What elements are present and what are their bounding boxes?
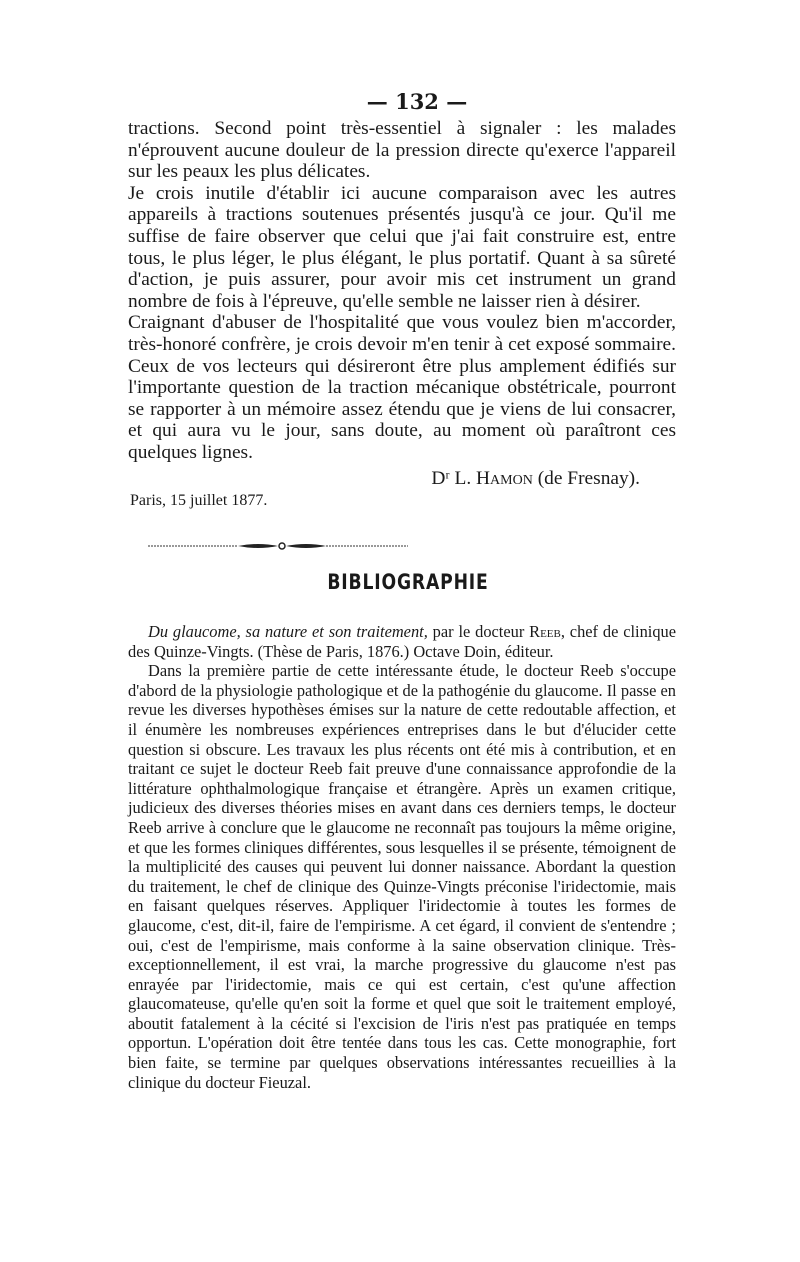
letter-body	[128, 118, 676, 464]
letter-paragraph-1: tractions. Second point très-essentiel à signaler : les malades n'éprouvent aucune douleur de la pression directe qu'exerce l'appareil sur les peaux les plus délicates.	[128, 118, 676, 183]
review-title-rest-2: , chef de clinique des Quinze-Vingts. (Thèse de Paris, 1876.) Octave Doin, éditeur.	[128, 622, 676, 661]
page-number: — 132 —	[366, 89, 468, 114]
signature-block	[128, 468, 676, 516]
review-title-rest-1: par le docteur	[427, 622, 530, 641]
signature-prefix: Dʳ L.	[431, 467, 472, 489]
signature	[431, 468, 640, 490]
page	[128, 86, 676, 516]
date-place: Paris, 15 juillet 1877.	[130, 491, 268, 509]
letter-paragraph-2: Je crois inutile d'établir ici aucune comparaison avec les autres appareils à tractions soutenues présentés jusqu'à ce jour. Qu'il me suffise de faire observer que celui que j'ai fait construire est, entre tous, le plus léger, le plus élégant, le plus portatif. Quant à sa sûreté d'action, je puis assurer, pour avoir mis cet instrument un grand nombre de fois à l'épreuve, qu'elle semble ne laisser rien à désirer.	[128, 182, 676, 312]
ornamental-divider	[148, 538, 408, 554]
review-citation	[128, 622, 676, 661]
signature-suffix: (de Fresnay).	[537, 467, 640, 489]
review-body: Dans la première partie de cette intéressante étude, le docteur Reeb s'occupe d'abord de la physiologie pathologique et de la pathogénie du glaucome. Il passe en revue les diverses hypothèses émises sur la nature de cette redoutable affection, et il énumère les nombreuses expériences entreprises dans le but d'élucider cette question si obscure. Les travaux les plus récents ont été mis à contribution, et en traitant ce sujet le docteur Reeb fait preuve d'une connaissance approfondie de la littérature ophthalmologique française et étrangère. Après un examen critique, judicieux des diverses théories mises en avant dans ces derniers temps, le docteur Reeb arrive à conclure que le glaucome ne reconnaît pas toujours la même origine, et que les formes cliniques différentes, sous lesquelles il se présente, témoignent de la multiplicité des causes qui peuvent lui donner naissance. Abordant la question du traitement, le chef de clinique des Quinze-Vingts préconise l'iridectomie, mais en faisant quelques réserves. Appliquer l'iridectomie à toutes les formes de glaucome, c'est, dit-il, faire de l'empirisme. A cet égard, il convient de s'entendre ; oui, c'est de l'empirisme, mais conforme à la saine observation clinique. Très-exceptionnellement, il est vrai, la marche progressive du glaucome n'est pas enrayée par l'iridectomie, mais ce qui est certain, c'est qu'une affection glaucomateuse, qu'elle qu'en soit la forme et quel que soit le traitement employé, aboutit fatalement à la cécité si l'excision de l'iris n'est pas pratiquée en temps opportun. L'opération doit être tentée dans tous les cas. Cette monographie, fort bien faite, se termine par quelques observations intéressantes recueillies à la clinique du docteur Fieuzal.	[128, 661, 676, 1092]
review	[128, 622, 676, 1092]
section-heading: BIBLIOGRAPHIE	[327, 570, 489, 594]
review-title: Du glaucome, sa nature et son traitement,	[148, 622, 428, 641]
signature-name: Hamon	[476, 467, 533, 489]
review-author: Reeb	[529, 622, 561, 641]
letter-paragraph-3: Craignant d'abuser de l'hospitalité que vous voulez bien m'accorder, très-honoré confrère, je crois devoir m'en tenir à cet exposé sommaire. Ceux de vos lecteurs qui désireront être plus amplement édifiés sur l'importante question de la traction mécanique obstétricale, pourront se rapporter à un mémoire assez étendu que je viens de lui consacrer, et qui aura vu le jour, sans doute, au moment où paraîtront ces quelques lignes.	[128, 312, 676, 463]
